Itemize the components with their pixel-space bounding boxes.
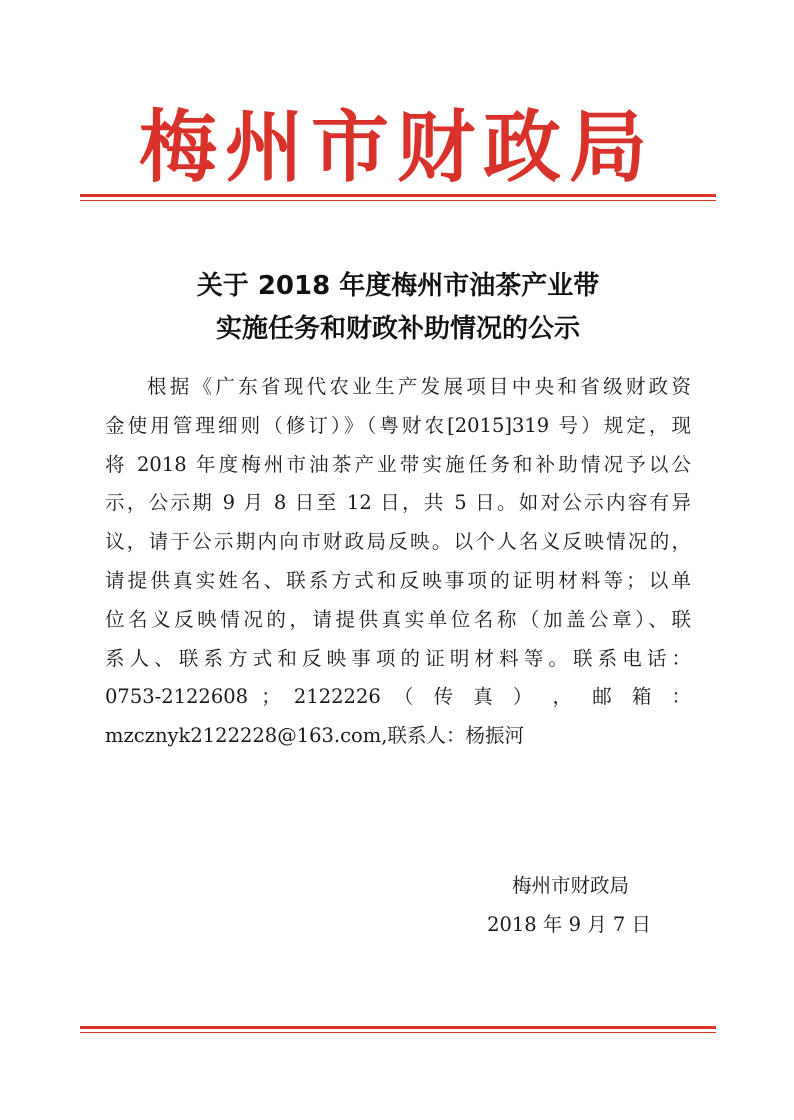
divider-thick-line xyxy=(80,194,716,197)
divider-thick-line xyxy=(80,1026,716,1029)
body-line: 位名义反映情况的，请提供真实单位名称（加盖公章）、联 xyxy=(105,607,691,631)
divider-thin-line xyxy=(80,1032,716,1033)
agency-letterhead: 梅州市财政局 xyxy=(138,102,655,193)
body-line: 示，公示期 9 月 8 日至 12 日，共 5 日。如对公示内容有异 xyxy=(105,491,691,515)
divider-thin-line xyxy=(80,200,716,201)
body-line: 将 2018 年度梅州市油茶产业带实施任务和补助情况予以公 xyxy=(105,452,691,476)
signature-date: 2018 年 9 月 7 日 xyxy=(487,913,651,936)
body-line-contact-phone: 0753-2122608 ； 2122226 （ 传 真 ） ， 邮 箱 ： xyxy=(105,685,691,709)
notice-body xyxy=(105,368,691,756)
body-line: 议，请于公示期内向市财政局反映。以个人名义反映情况的， xyxy=(105,530,691,554)
body-line: 系人、联系方式和反映事项的证明材料等。联系电话： xyxy=(105,646,691,670)
letterhead-divider-top xyxy=(80,194,716,201)
body-line: 金使用管理细则（修订）》（粤财农[2015]319 号）规定，现 xyxy=(105,413,691,437)
footer-divider xyxy=(80,1026,716,1033)
body-line: 请提供真实姓名、联系方式和反映事项的证明材料等；以单 xyxy=(105,568,691,592)
body-line-contact-email: mzcznyk2122228@163.com,联系人：杨振河 xyxy=(105,724,524,748)
notice-title-line-2: 实施任务和财政补助情况的公示 xyxy=(215,314,580,344)
notice-title-line-1: 关于 2018 年度梅州市油茶产业带 xyxy=(196,271,600,301)
body-line: 根据《广东省现代农业生产发展项目中央和省级财政资 xyxy=(147,375,691,398)
signature-organization: 梅州市财政局 xyxy=(511,874,629,897)
